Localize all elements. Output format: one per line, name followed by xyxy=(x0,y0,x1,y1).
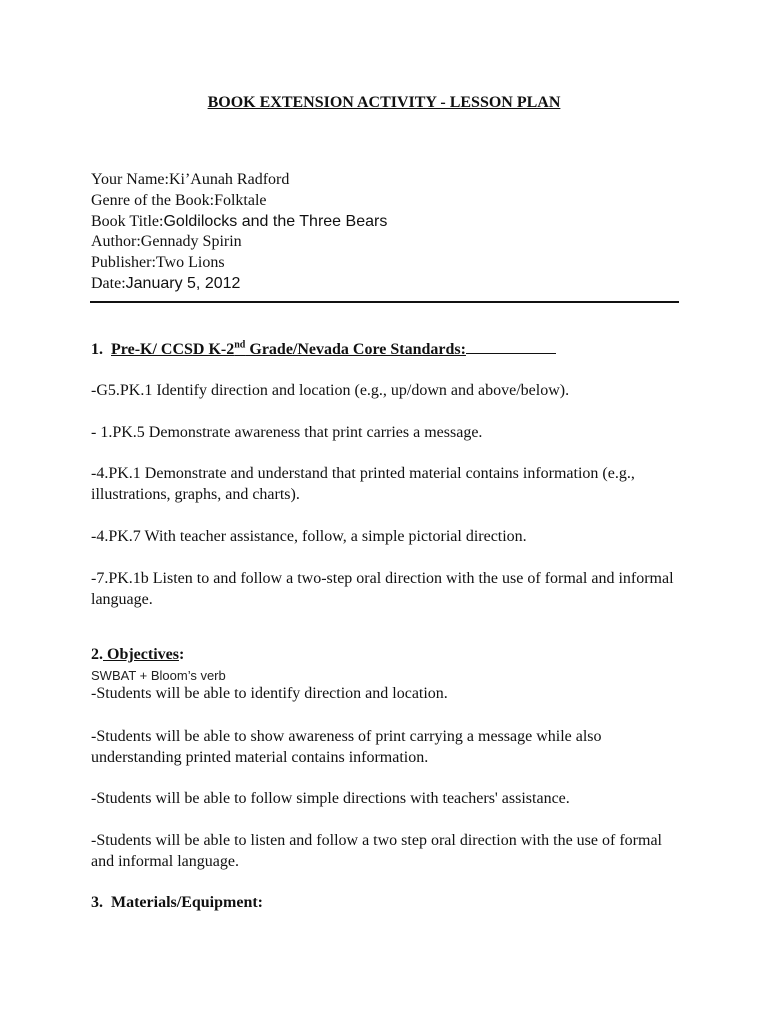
genre-value: Folktale xyxy=(214,191,267,209)
date-label: Date: xyxy=(91,274,126,292)
publisher-label: Publisher: xyxy=(91,254,156,272)
standard-item: -4.PK.7 With teacher assistance, follow, a simple pictorial direction. xyxy=(91,528,527,545)
section3-number: 3. xyxy=(91,894,103,911)
heading-fill-line xyxy=(466,339,556,354)
name-label: Your Name: xyxy=(91,171,169,188)
author-label: Author: xyxy=(91,233,141,251)
section1-title xyxy=(111,341,466,358)
author-value: Gennady Spirin xyxy=(140,233,242,251)
name-value: Ki’Aunah Radford xyxy=(168,171,290,188)
book-title-label: Book Title: xyxy=(91,212,164,230)
standard-item: -7.PK.1b Listen to and follow a two-step oral direction with the use of formal and informal language. xyxy=(91,570,674,608)
section1-number: 1. xyxy=(91,341,103,358)
horizontal-rule xyxy=(90,301,679,303)
section2-title: Objectives xyxy=(103,646,179,663)
genre-row xyxy=(91,191,387,212)
date-value: January 5, 2012 xyxy=(125,274,241,292)
objective-item: -Students will be able to identify direction and location. xyxy=(91,685,448,702)
objective-item: -Students will be able to listen and follow a two step oral direction with the use of formal and informal language. xyxy=(91,832,662,870)
section2-colon: : xyxy=(178,646,185,663)
standard-item: -4.PK.1 Demonstrate and understand that printed material contains information (e.g., illustrations, graphs, and charts). xyxy=(91,465,635,503)
standard-item: -G5.PK.1 Identify direction and location (e.g., up/down and above/below). xyxy=(91,382,570,399)
standard-item: - 1.PK.5 Demonstrate awareness that print carries a message. xyxy=(91,424,483,441)
name-row xyxy=(91,170,387,191)
section2-number: 2. xyxy=(91,646,103,663)
info-block xyxy=(91,170,387,295)
section3-heading xyxy=(91,893,263,914)
section1-title-post: Grade/Nevada Core Standards: xyxy=(245,341,466,358)
section2-subnote: SWBAT + Bloom’s verb xyxy=(91,668,226,683)
document-title: BOOK EXTENSION ACTIVITY - LESSON PLAN xyxy=(207,94,561,111)
section2-heading xyxy=(91,645,184,666)
book-title-value: Goldilocks and the Three Bears xyxy=(163,212,388,230)
section1-heading xyxy=(91,339,556,361)
publisher-value: Two Lions xyxy=(155,254,225,272)
objective-item: -Students will be able to follow simple directions with teachers' assistance. xyxy=(91,790,570,807)
book-title-row xyxy=(91,212,387,233)
section1-title-sup: nd xyxy=(234,339,246,351)
date-row xyxy=(91,274,387,295)
objective-item: -Students will be able to show awareness of print carrying a message while also understanding printed material contains information. xyxy=(91,728,602,766)
publisher-row xyxy=(91,253,387,274)
author-row xyxy=(91,232,387,253)
genre-label: Genre of the Book: xyxy=(91,191,215,209)
section3-title: Materials/Equipment: xyxy=(111,894,263,911)
section1-title-pre: Pre-K/ CCSD K-2 xyxy=(111,341,235,358)
